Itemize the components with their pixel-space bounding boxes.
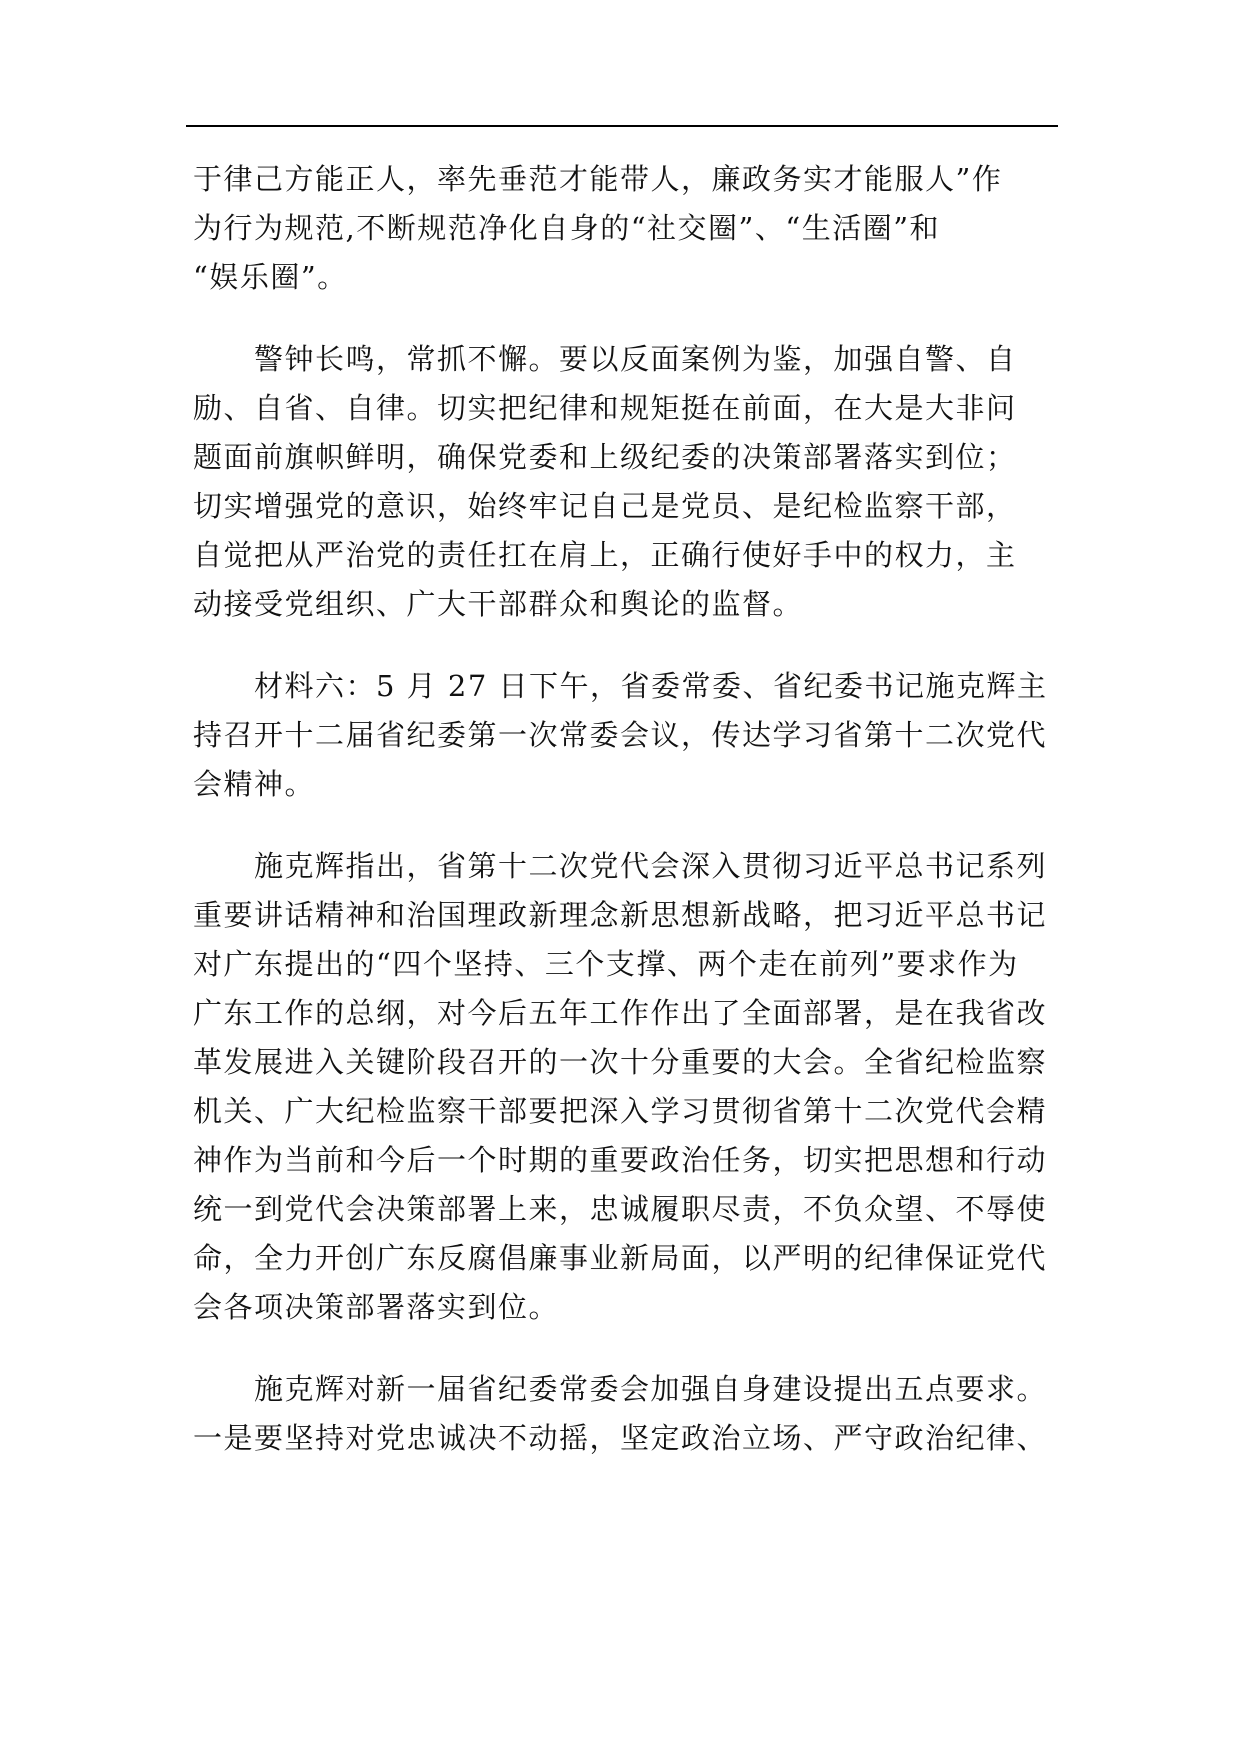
text-line: 切实增强党的意识，始终牢记自己是党员、是纪检监察干部， [193, 489, 1017, 523]
text-line: 重要讲话精神和治国理政新理念新思想新战略，把习近平总书记 [193, 898, 1048, 932]
text-line: 励、自省、自律。切实把纪律和规矩挺在前面，在大是大非问 [193, 391, 1017, 425]
text-line: 会精神。 [193, 767, 316, 801]
text-line: 自觉把从严治党的责任扛在肩上，正确行使好手中的权力，主 [193, 538, 1017, 572]
paragraph-5 [193, 1365, 1059, 1463]
paragraph-spacer [193, 629, 1059, 662]
text-line: 会各项决策部署落实到位。 [193, 1290, 560, 1324]
paragraph-1 [193, 155, 1059, 302]
text-line: 革发展进入关键阶段召开的一次十分重要的大会。全省纪检监察 [193, 1045, 1048, 1079]
paragraph-2 [193, 335, 1059, 629]
text-line: 一是要坚持对党忠诚决不动摇，坚定政治立场、严守政治纪律、 [193, 1421, 1048, 1455]
paragraph-4 [193, 842, 1059, 1332]
text-line: 神作为当前和今后一个时期的重要政治任务，切实把思想和行动 [193, 1143, 1048, 1177]
header-rule [186, 125, 1058, 127]
text-line: 命，全力开创广东反腐倡廉事业新局面，以严明的纪律保证党代 [193, 1241, 1048, 1275]
text-line: 持召开十二届省纪委第一次常委会议，传达学习省第十二次党代 [193, 718, 1048, 752]
text-line: 对广东提出的“四个坚持、三个支撑、两个走在前列”要求作为 [193, 947, 1019, 981]
text-line: 于律己方能正人，率先垂范才能带人，廉政务实才能服人”作 [193, 162, 1003, 196]
text-line: 材料六：5 月 27 日下午，省委常委、省纪委书记施克辉主 [193, 669, 1048, 703]
document-body [193, 155, 1059, 1463]
text-line: 施克辉指出，省第十二次党代会深入贯彻习近平总书记系列 [193, 849, 1048, 883]
text-line: 机关、广大纪检监察干部要把深入学习贯彻省第十二次党代会精 [193, 1094, 1048, 1128]
paragraph-spacer [193, 809, 1059, 842]
text-line: 广东工作的总纲，对今后五年工作作出了全面部署，是在我省改 [193, 996, 1048, 1030]
paragraph-spacer [193, 302, 1059, 335]
text-line: 动接受党组织、广大干部群众和舆论的监督。 [193, 587, 804, 621]
text-line: 统一到党代会决策部署上来，忠诚履职尽责，不负众望、不辱使 [193, 1192, 1048, 1226]
paragraph-3 [193, 662, 1059, 809]
text-line: 题面前旗帜鲜明，确保党委和上级纪委的决策部署落实到位； [193, 440, 1017, 474]
text-line: “娱乐圈”。 [193, 260, 348, 294]
text-line: 警钟长鸣，常抓不懈。要以反面案例为鉴，加强自警、自 [193, 342, 1017, 376]
paragraph-spacer [193, 1332, 1059, 1365]
text-line: 为行为规范,不断规范净化自身的“社交圈”、“生活圈”和 [193, 211, 941, 245]
text-line: 施克辉对新一届省纪委常委会加强自身建设提出五点要求。 [193, 1372, 1048, 1406]
